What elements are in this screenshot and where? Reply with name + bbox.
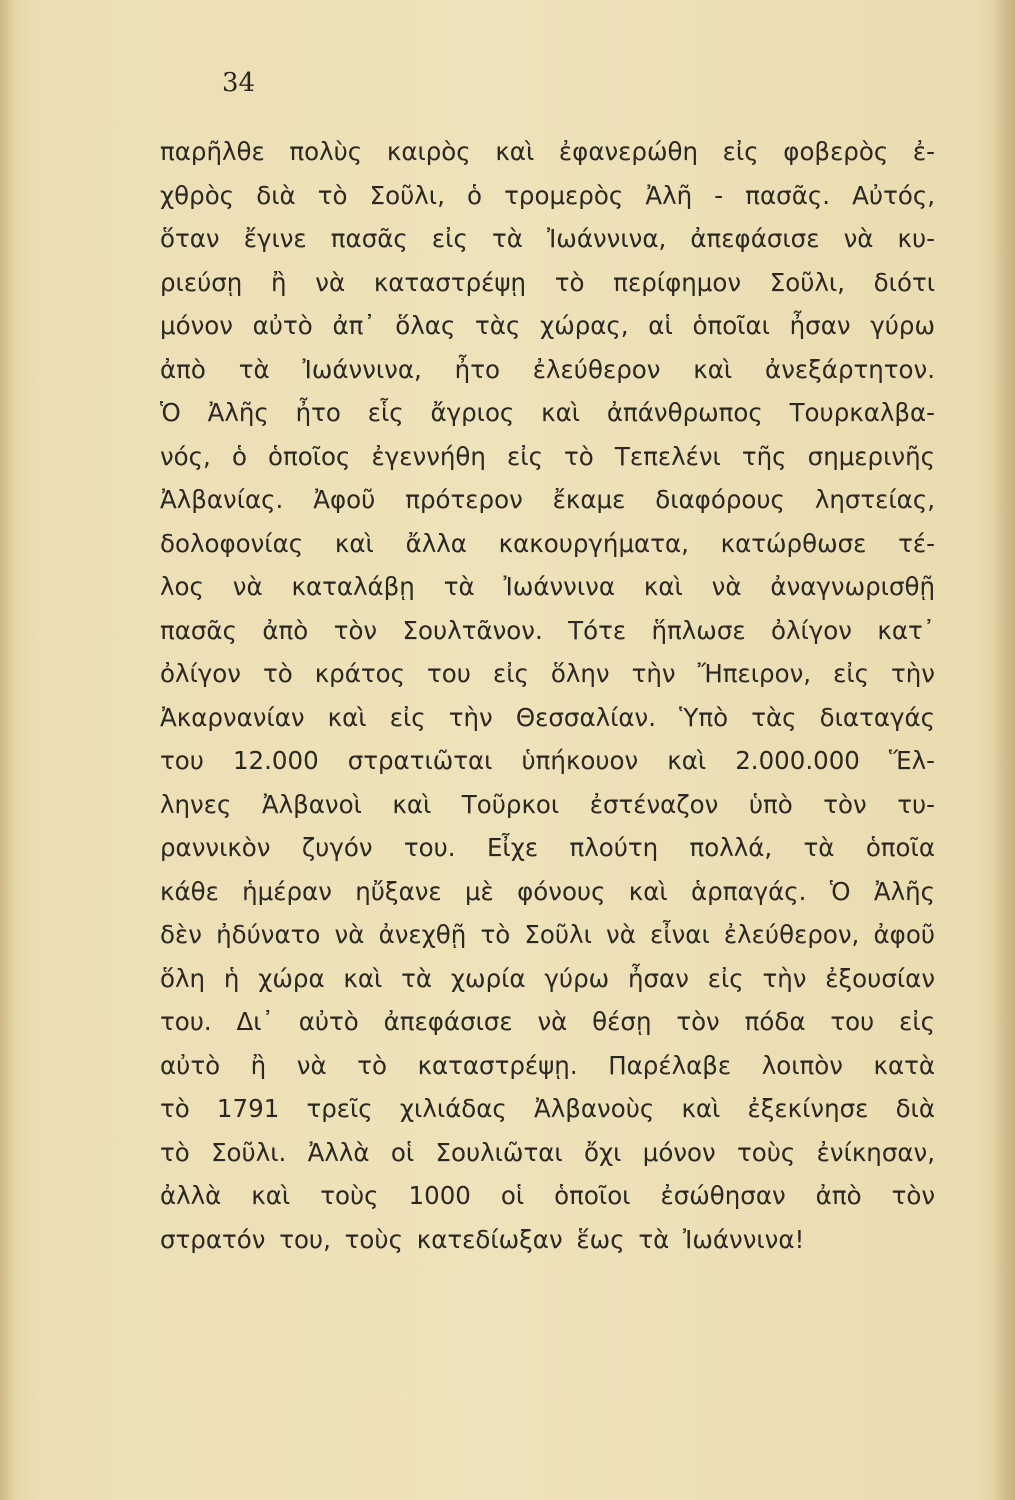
text-line: ριεύσῃ ἢ νὰ καταστρέψῃ τὸ περίφημον Σοῦλι, διότι (160, 267, 935, 297)
text-line-last: στρατόν του, τοὺς κατεδίωξαν ἕως τὰ Ἰωάννινα! (160, 1224, 805, 1254)
text-line: Ὁ Ἀλῆς ἦτο εἷς ἄγριος καὶ ἀπάνθρωπος Τουρκαλβα- (160, 398, 935, 427)
text-line: ἀπὸ τὰ Ἰωάννινα, ἦτο ἐλεύθερον καὶ ἀνεξάρτητον. (160, 354, 935, 384)
body-text (160, 130, 935, 1261)
text-line: πασᾶς ἀπὸ τὸν Σουλτᾶνον. Τότε ἥπλωσε ὀλίγον κατ᾽ (160, 615, 935, 645)
text-line: ὅταν ἔγινε πασᾶς εἰς τὰ Ἰωάννινα, ἀπεφάσισε νὰ κυ- (160, 224, 935, 253)
text-line: Ἀλβανίας. Ἀφοῦ πρότερον ἔκαμε διαφόρους ληστείας, (160, 485, 935, 514)
text-line: αὐτὸ ἢ νὰ τὸ καταστρέψῃ. Παρέλαβε λοιπὸν κατὰ (160, 1050, 935, 1080)
page-number: 34 (222, 68, 256, 98)
text-line: δὲν ἠδύνατο νὰ ἀνεχθῇ τὸ Σοῦλι νὰ εἶναι ἐλεύθερον, ἀφοῦ (160, 920, 935, 949)
page-right-edge (993, 0, 1015, 1500)
text-line: ὅλη ἡ χώρα καὶ τὰ χωρία γύρω ἦσαν εἰς τὴν ἐξουσίαν (160, 963, 935, 993)
text-line: ἀλλὰ καὶ τοὺς 1000 οἱ ὁποῖοι ἐσώθησαν ἀπὸ τὸν (160, 1181, 935, 1210)
text-line: κάθε ἡμέραν ηὔξανε μὲ φόνους καὶ ἁρπαγάς. Ὁ Ἀλῆς (160, 876, 935, 906)
text-line: τὸ Σοῦλι. Ἀλλὰ οἱ Σουλιῶται ὄχι μόνον τοὺς ἐνίκησαν, (160, 1137, 935, 1167)
text-line: παρῆλθε πολὺς καιρὸς καὶ ἐφανερώθη εἰς φοβερὸς ἐ- (160, 137, 935, 166)
text-line: Ἀκαρνανίαν καὶ εἰς τὴν Θεσσαλίαν. Ὑπὸ τὰς διαταγάς (160, 702, 935, 732)
page-left-edge (0, 0, 14, 1500)
text-line: του. Δι᾽ αὐτὸ ἀπεφάσισε νὰ θέσῃ τὸν πόδα του εἰς (160, 1007, 935, 1036)
text-line: ὀλίγον τὸ κράτος του εἰς ὅλην τὴν Ἤπειρον, εἰς τὴν (160, 659, 935, 688)
text-line: νός, ὁ ὁποῖος ἐγεννήθη εἰς τὸ Τεπελένι τῆς σημερινῆς (160, 441, 935, 471)
text-line: ραννικὸν ζυγόν του. Εἶχε πλούτη πολλά, τὰ ὁποῖα (160, 833, 935, 862)
text-line: λος νὰ καταλάβῃ τὰ Ἰωάννινα καὶ νὰ ἀναγνωρισθῇ (160, 572, 935, 601)
text-line: δολοφονίας καὶ ἄλλα κακουργήματα, κατώρθωσε τέ- (160, 528, 935, 558)
text-line: τὸ 1791 τρεῖς χιλιάδας Ἀλβανοὺς καὶ ἐξεκίνησε διὰ (160, 1094, 935, 1123)
text-line: ληνες Ἀλβανοὶ καὶ Τοῦρκοι ἐστέναζον ὑπὸ τὸν τυ- (160, 789, 935, 819)
text-line: χθρὸς διὰ τὸ Σοῦλι, ὁ τρομερὸς Ἀλῆ - πασᾶς. Αὐτός, (160, 180, 935, 210)
text-line: μόνον αὐτὸ ἀπ᾽ ὅλας τὰς χώρας, αἱ ὁποῖαι ἦσαν γύρω (160, 311, 935, 340)
text-line: του 12.000 στρατιῶται ὑπήκουον καὶ 2.000.000 Ἕλ- (160, 746, 935, 775)
